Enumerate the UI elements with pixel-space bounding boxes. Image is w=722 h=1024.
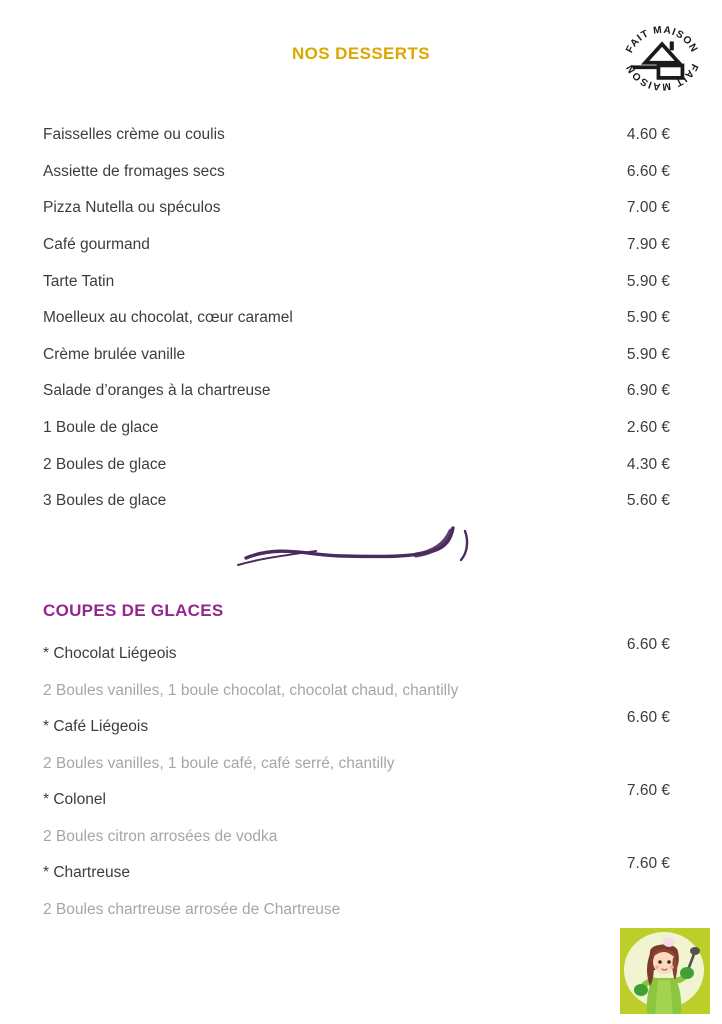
menu-item-price: 6.60 € [626, 162, 670, 180]
coupe-name: * Colonel [43, 791, 106, 809]
menu-item-price: 5.90 € [626, 309, 670, 327]
coupe-price: 7.60 € [626, 782, 670, 800]
menu-item-price: 5.90 € [626, 345, 670, 363]
logo-arc-text-bottom: FAIT MAISON [624, 61, 700, 92]
section-heading: COUPES DE GLACES [43, 601, 224, 620]
coupe-name: * Café Liégeois [43, 718, 149, 736]
menu-item-price: 6.90 € [626, 382, 670, 400]
menu-item-row [43, 337, 670, 374]
menu-item-row [43, 300, 670, 337]
menu-item-row [43, 483, 670, 520]
coupe-price: 6.60 € [626, 636, 670, 654]
menu-item-name: Faisselles crème ou coulis [43, 126, 225, 144]
logo-arc-text-top: FAIT MAISON [624, 24, 700, 55]
menu-item-name: Pizza Nutella ou spéculos [43, 199, 221, 217]
page-title: NOS DESSERTS [292, 44, 430, 63]
coupe-price: 6.60 € [626, 709, 670, 727]
menu-item-price: 5.90 € [626, 272, 670, 290]
menu-item-price: 2.60 € [626, 419, 670, 437]
menu-item-row [43, 154, 670, 191]
menu-item-name: Assiette de fromages secs [43, 162, 225, 180]
flourish-divider [230, 516, 470, 574]
coupe-entry [43, 636, 670, 709]
cook-girl-illustration [620, 928, 710, 1018]
menu-item-row [43, 263, 670, 300]
coupe-description: 2 Boules chartreuse arrosée de Chartreuse [43, 900, 341, 918]
coupe-entry [43, 855, 670, 928]
menu-item-name: 3 Boules de glace [43, 492, 167, 510]
menu-item-row [43, 410, 670, 447]
menu-item-row [43, 446, 670, 483]
menu-item-row [43, 227, 670, 264]
menu-item-row [43, 117, 670, 154]
coupe-price: 7.60 € [626, 855, 670, 873]
svg-text:FAIT MAISON [624, 25, 699, 55]
menu-item-name: Moelleux au chocolat, cœur caramel [43, 309, 293, 327]
coupe-entry [43, 782, 670, 855]
menu-item-name: Café gourmand [43, 236, 150, 254]
coupe-description: 2 Boules vanilles, 1 boule café, café serré, chantilly [43, 754, 395, 772]
coupe-description: 2 Boules vanilles, 1 boule chocolat, chocolat chaud, chantilly [43, 681, 459, 699]
coupe-description: 2 Boules citron arrosées de vodka [43, 827, 278, 845]
coupe-name: * Chartreuse [43, 864, 131, 882]
coupe-entry [43, 709, 670, 782]
menu-item-row [43, 373, 670, 410]
coupe-name: * Chocolat Liégeois [43, 645, 177, 663]
fait-maison-logo [622, 14, 702, 100]
house-roof-icon [645, 41, 679, 62]
dessert-list [43, 117, 670, 520]
menu-item-price: 4.30 € [626, 455, 670, 473]
menu-item-price: 7.90 € [626, 236, 670, 254]
menu-item-name: Crème brulée vanille [43, 345, 186, 363]
menu-item-name: 1 Boule de glace [43, 419, 159, 437]
menu-item-name: Salade d’oranges à la chartreuse [43, 382, 271, 400]
menu-item-price: 4.60 € [626, 126, 670, 144]
menu-item-name: Tarte Tatin [43, 272, 115, 290]
menu-item-price: 5.60 € [626, 492, 670, 510]
menu-item-row [43, 190, 670, 227]
menu-item-price: 7.00 € [626, 199, 670, 217]
menu-item-name: 2 Boules de glace [43, 455, 167, 473]
coupes-section [43, 600, 670, 928]
